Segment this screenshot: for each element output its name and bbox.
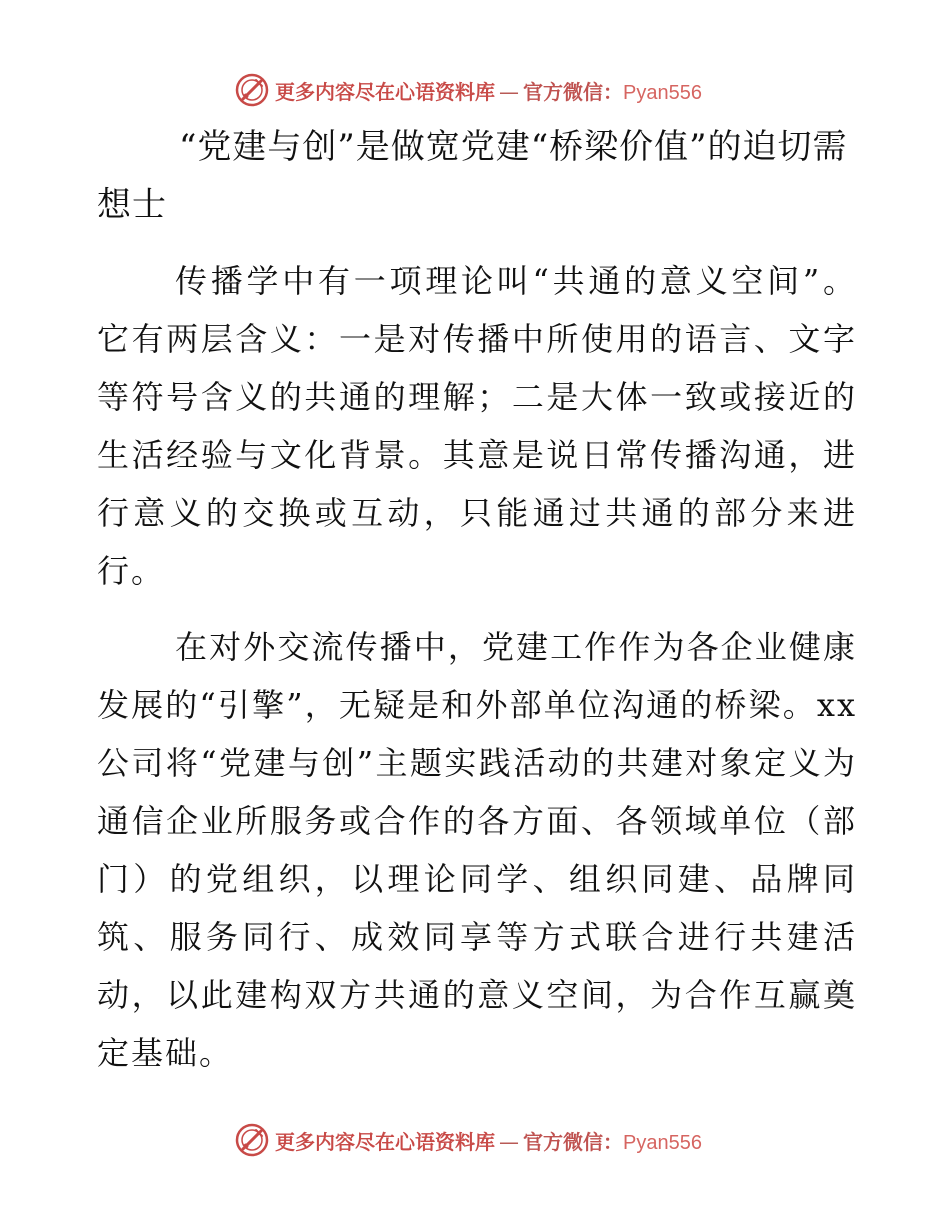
watermark-separator: — (499, 79, 519, 104)
watermark-handle: Pyan556 (623, 81, 702, 104)
watermark-handle: Pyan556 (623, 1131, 702, 1154)
watermark-separator: — (499, 1129, 519, 1154)
paragraph-2: 在对外交流传播中，党建工作作为各企业健康发展的“引擎”，无疑是和外部单位沟通的桥梁。xx公司将“党建与创”主题实践活动的共建对象定义为通信企业所服务或合作的各方面、各领域单位（部门）的党组织，以理论同学、组织同建、品牌同筑、服务同行、成效同享等方式联合进行共建活动，以此建构双方共通的意义空间，为合作互赢奠定基础。 (97, 628, 857, 1072)
seal-logo-icon (235, 1123, 269, 1157)
footer-watermark (235, 1120, 702, 1160)
watermark-text (275, 1126, 702, 1155)
watermark-brand: 更多内容尽在心语资料库 (275, 79, 495, 104)
paragraph-1: 传播学中有一项理论叫“共通的意义空间”。它有两层含义：一是对传播中所使用的语言、文字等符号含义的共通的理解；二是大体一致或接近的生活经验与文化背景。其意是说日常传播沟通，进行意义的交换或互动，只能通过共通的部分来进行。 (97, 262, 857, 590)
watermark-brand: 更多内容尽在心语资料库 (275, 1129, 495, 1154)
section-heading: “党建与创”是做宽党建“桥梁价值”的迫切需想士 (97, 127, 848, 225)
watermark-official-label: 官方微信： (523, 79, 623, 104)
watermark-official-label: 官方微信： (523, 1129, 623, 1154)
seal-logo-icon (235, 73, 269, 107)
watermark-text (275, 76, 702, 105)
document-body (97, 118, 857, 1100)
header-watermark (235, 70, 702, 110)
